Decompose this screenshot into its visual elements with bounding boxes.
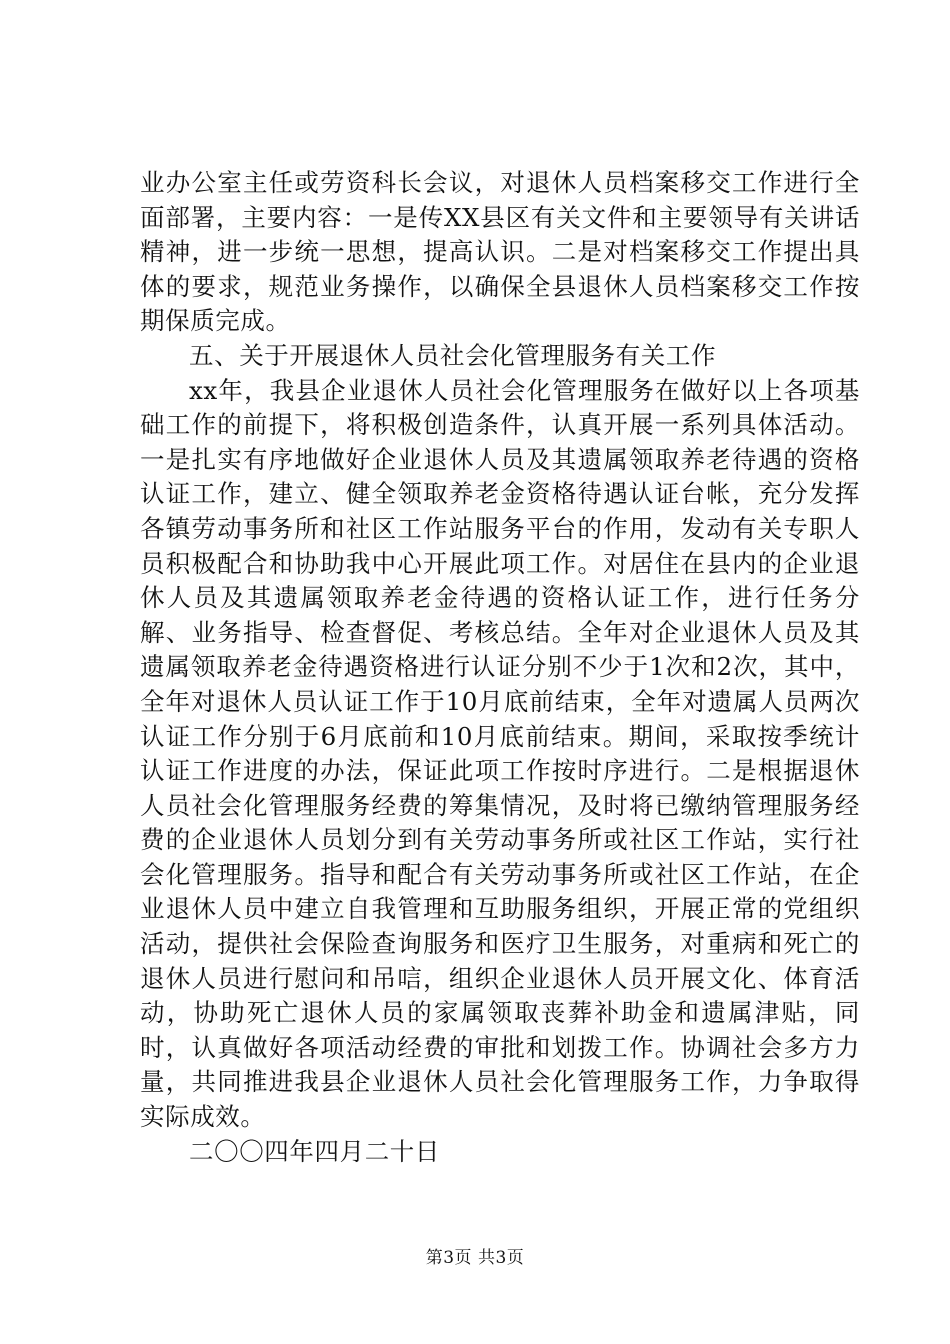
document-date: 二〇〇四年四月二十日 bbox=[189, 1136, 440, 1166]
page-number-label: 第3页 共3页 bbox=[425, 1248, 525, 1268]
page-footer bbox=[0, 1246, 950, 1270]
paragraph-socialized-management: xx年，我县企业退休人员社会化管理服务在做好以上各项基础工作的前提下，将积极创造条件，认真开展一系列具体活动。一是扎实有序地做好企业退休人员及其遗属领取养老待遇的资格认证工作，建立、健全领取养老金资格待遇认证台帐，充分发挥各镇劳动事务所和社区工作站服务平台的作用，发动有关专职人员积极配合和协助我中心开展此项工作。对居住在县内的企业退休人员及其遗属领取养老金待遇的资格认证工作，进行任务分解、业务指导、检查督促、考核总结。全年对企业退休人员及其遗属领取养老金待遇资格进行认证分别不少于1次和2次，其中，全年对退休人员认证工作于10月底前结束，全年对遗属人员两次认证工作分别于6月底前和10月底前结束。期间，采取按季统计认证工作进度的办法，保证此项工作按时序进行。二是根据退休人员社会化管理服务经费的筹集情况，及时将已缴纳管理服务经费的企业退休人员划分到有关劳动事务所或社区工作站，实行社会化管理服务。指导和配合有关劳动事务所或社区工作站，在企业退休人员中建立自我管理和互助服务组织，开展正常的党组织活动，提供社会保险查询服务和医疗卫生服务，对重病和死亡的退休人员进行慰问和吊唁，组织企业退休人员开展文化、体育活动，协助死亡退休人员的家属领取丧葬补助金和遗属津贴，同时，认真做好各项活动经费的审批和划拨工作。协调社会多方力量，共同推进我县企业退休人员社会化管理服务工作，力争取得实际成效。 bbox=[140, 375, 860, 1132]
paragraph-archive-meeting: 业办公室主任或劳资科长会议，对退休人员档案移交工作进行全面部署，主要内容：一是传XX县区有关文件和主要领导有关讲话精神，进一步统一思想，提高认识。二是对档案移交工作提出具体的要求，规范业务操作，以确保全县退休人员档案移交工作按期保质完成。 bbox=[140, 168, 860, 336]
document-body bbox=[140, 166, 860, 1169]
section-heading-five: 五、关于开展退休人员社会化管理服务有关工作 bbox=[189, 340, 717, 370]
